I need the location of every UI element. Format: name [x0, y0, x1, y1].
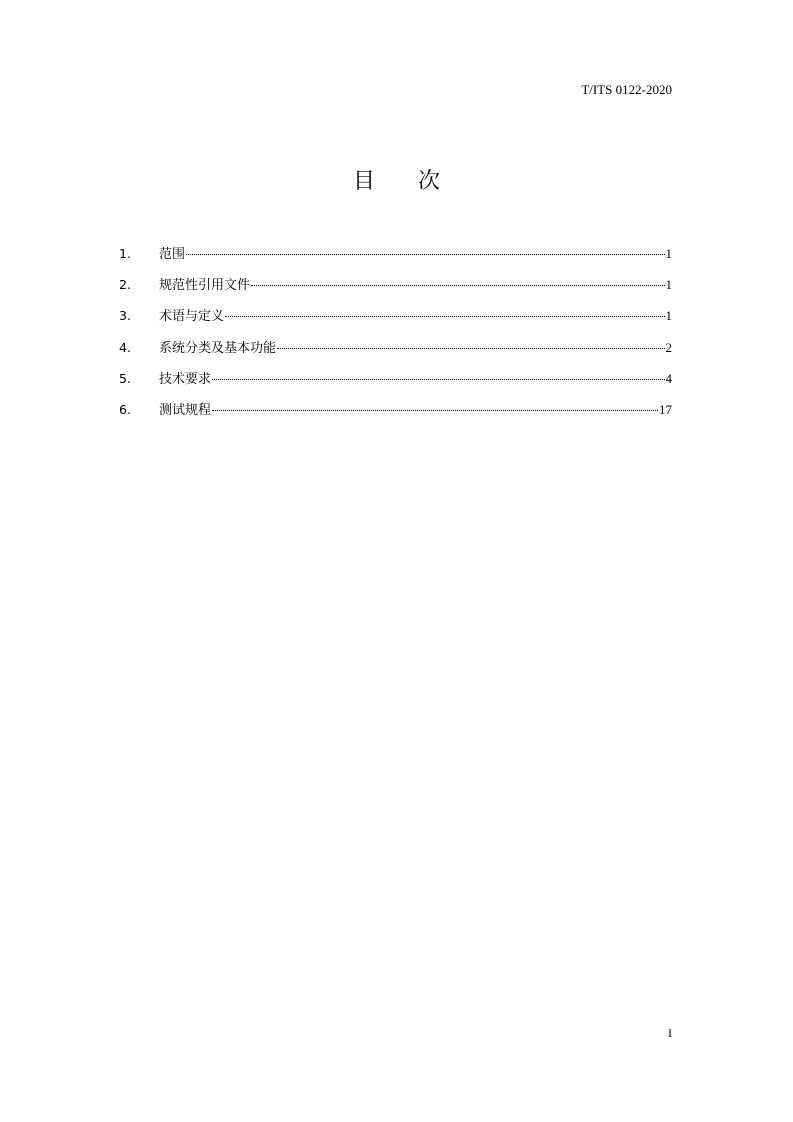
- toc-entry-label: 规范性引用文件: [159, 278, 251, 294]
- toc-entry-number: 1.: [119, 246, 131, 261]
- toc-entry-classification[interactable]: [119, 337, 672, 368]
- toc-entry-number: 2.: [119, 277, 131, 293]
- toc-entry-test-procedures[interactable]: [119, 399, 672, 430]
- toc-entry-label: 术语与定义: [159, 309, 225, 325]
- toc-entry-page: 1: [665, 246, 672, 261]
- toc-dot-leader: [225, 316, 664, 317]
- toc-dot-leader: [251, 285, 664, 286]
- toc-dot-leader: [212, 379, 664, 380]
- toc-list: [119, 243, 672, 430]
- toc-dot-leader: [277, 348, 664, 349]
- toc-entry-scope[interactable]: [119, 243, 672, 274]
- page-number: I: [668, 1026, 672, 1040]
- document-code: T/ITS 0122-2020: [581, 82, 672, 97]
- toc-entry-terms-definitions[interactable]: [119, 305, 672, 336]
- toc-dot-leader: [212, 410, 658, 411]
- toc-entry-label: 系统分类及基本功能: [159, 340, 277, 356]
- toc-title-char-2: 次: [418, 169, 441, 194]
- toc-entry-label: 测试规程: [159, 402, 212, 418]
- toc-dot-leader: [186, 254, 664, 255]
- toc-title: [0, 164, 793, 195]
- toc-entry-page: 1: [665, 277, 672, 293]
- toc-title-char-1: 目: [352, 169, 375, 194]
- toc-entry-normative-references[interactable]: [119, 274, 672, 305]
- toc-entry-number: 3.: [119, 308, 131, 324]
- toc-entry-page: 1: [665, 308, 672, 324]
- toc-entry-number: 5.: [119, 370, 131, 386]
- toc-entry-label: 技术要求: [159, 371, 212, 387]
- toc-entry-technical-requirements[interactable]: [119, 368, 672, 399]
- toc-entry-label: 范围: [159, 247, 186, 262]
- toc-entry-number: 6.: [119, 401, 131, 417]
- toc-entry-page: 2: [665, 339, 672, 355]
- toc-entry-page: 17: [659, 401, 672, 417]
- toc-entry-page: 4: [665, 370, 672, 386]
- toc-entry-number: 4.: [119, 339, 131, 355]
